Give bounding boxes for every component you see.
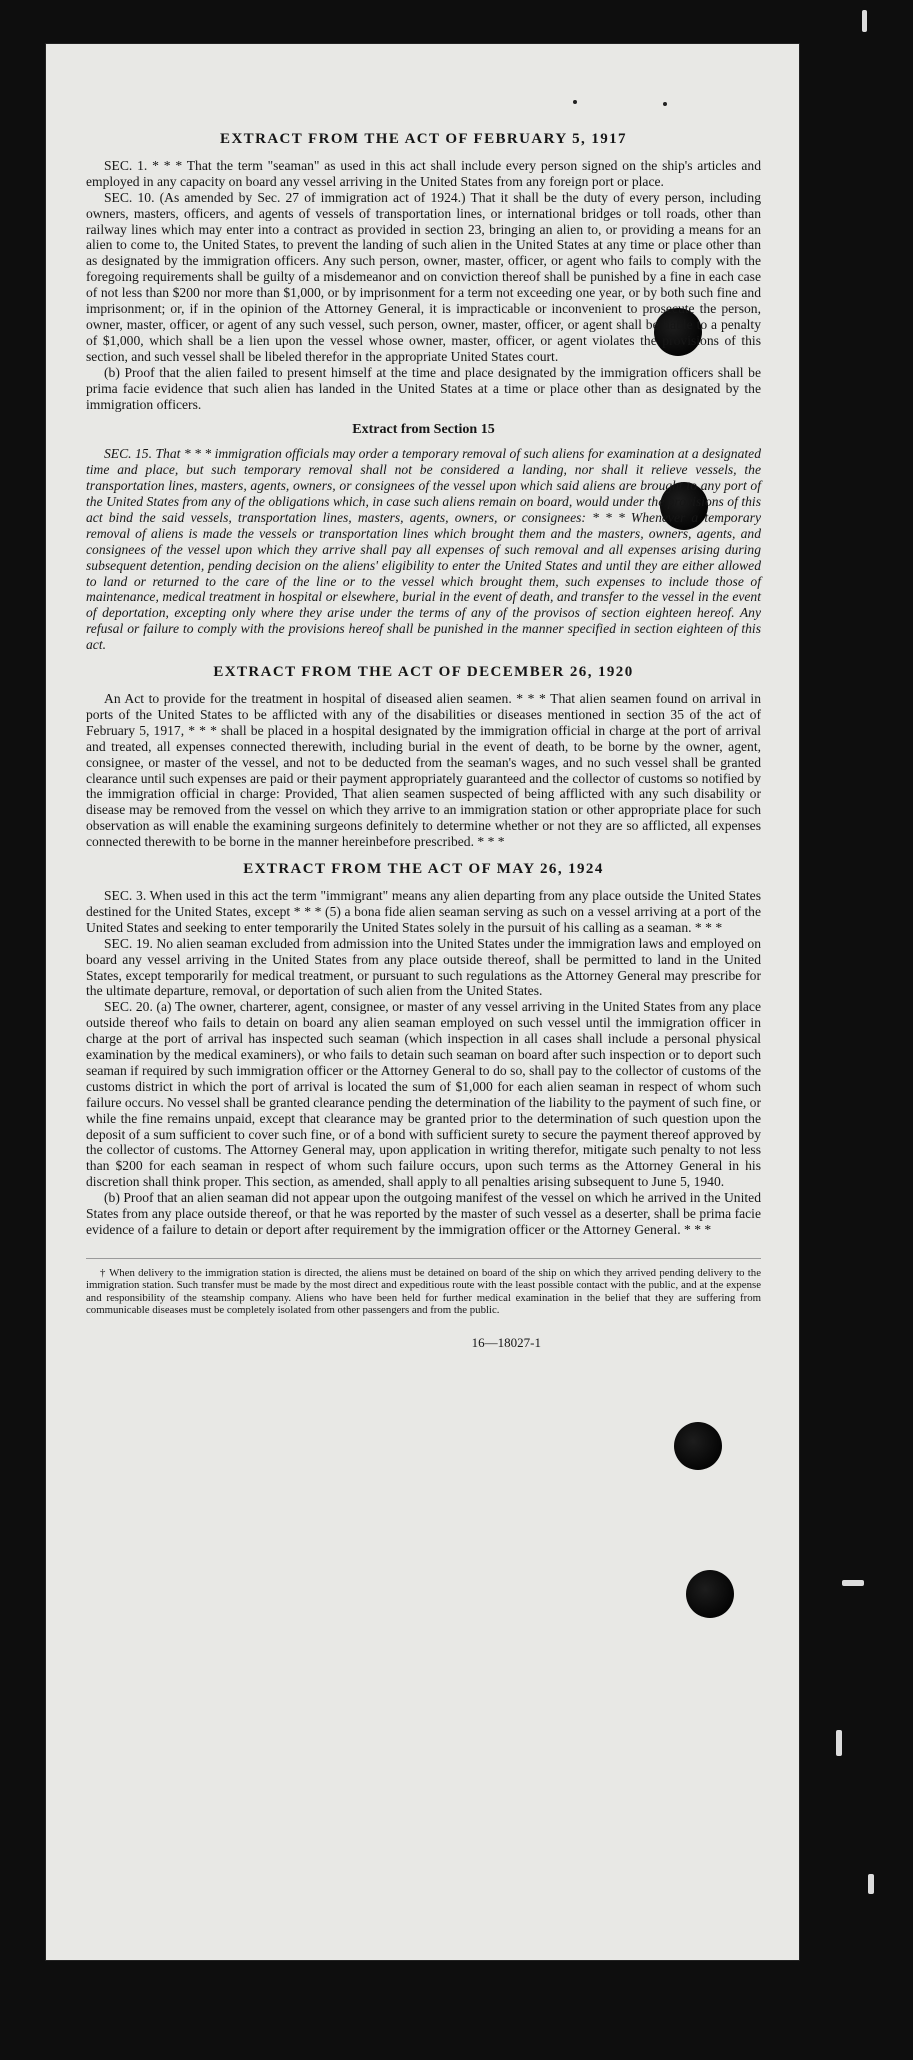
footnote-text: † When delivery to the immigration station is directed, the aliens must be detained on board of the ship on which they arrived pending delivery to the immigration station. Such transfer must be made by the most direct and expeditious route with the least possible contact with the public, and at the expense and responsibility of the steamship company. Aliens who have been held for further medical examination in the belief that they are suffering from communicable diseases must be completely isolated from other passengers and from the public.	[86, 1266, 761, 1317]
paragraph: An Act to provide for the treatment in hospital of diseased alien seamen. * * * That alien seamen found on arrival in ports of the United States to be afflicted with any of the disabilities or diseases mentioned in section 35 of the act of February 5, 1917, * * * shall be placed in a hospital designated by the immigration official in charge at the port of arrival and treated, all expenses connected therewith, including burial in the event of death, to be borne by the owner, agent, consignee, or master of the vessel, and not to be deducted from the seaman's wages, and no such vessel shall be granted clearance until such expenses are paid or their payment appropriately guaranteed and the collector of customs so notified by the immigration official in charge: Provided, That alien seamen suspected of being afflicted with any such disability or disease may be removed from the vessel on which they arrive to an immigration station or other appropriate place for such observation as will enable the examining surgeons definitely to determine whether or not they are so afflicted, all expenses connected therewith to be borne in the manner hereinbefore prescribed. * * *	[86, 691, 761, 850]
paragraph: SEC. 1. * * * That the term "seaman" as used in this act shall include every person signed on the ship's articles and employed in any capacity on board any vessel arriving in the United States from any foreign port or place.	[86, 157, 761, 189]
form-number: 16—18027-1	[471, 1334, 541, 1350]
paragraph: SEC. 19. No alien seaman excluded from admission into the United States under the immigration laws and employed on board any vessel arriving in the United States from any place outside thereof, shall be permitted to land in the United States, except temporarily for medical treatment, or pursuant to such regulations as the Attorney General may prescribe for the ultimate departure, removal, or deportation of such alien from the United States.	[86, 935, 761, 999]
paragraph: (b) Proof that an alien seaman did not appear upon the outgoing manifest of the vessel on which he arrived in the United States from any place outside thereof, or that he was reported by the master of such vessel as a deserter, shall be prima facie evidence of a failure to detain or deport after requirement by the immigration officer or the Attorney General. * * *	[86, 1190, 761, 1237]
film-edge-mark	[836, 1730, 842, 1756]
film-edge-mark	[842, 1580, 864, 1586]
paragraph: SEC. 10. (As amended by Sec. 27 of immigration act of 1924.) That it shall be the duty of every person, including owners, masters, officers, and agents of vessels of transportation lines, or international bridges or toll roads, other than railway lines which may enter into a contract as provided in section 23, bringing an alien to, or providing a means for an alien to come to, the United States, to prevent the landing of such alien in the United States at any time or place other than as designated by the immigration officers. Any such person, owner, master, officer, or agent who fails to comply with the foregoing requirements shall be guilty of a misdemeanor and on conviction thereof shall be punished by a fine in each case of not less than $200 nor more than $1,000, or by imprisonment for a term not exceeding one year, or by both such fine and imprisonment; or, if in the opinion of the Attorney General, it is impracticable or inconvenient to prosecute the person, owner, master, officer, or agent of any such vessel, such person, owner, master, officer, or agent shall be liable to a penalty of $1,000, which shall be a lien upon the vessel whose owner, master, officer, or agent violates the provisions of this section, and such vessel shall be libeled therefor in the appropriate United States court.	[86, 189, 761, 364]
section-heading: EXTRACT FROM THE ACT OF FEBRUARY 5, 1917	[220, 131, 627, 147]
film-edge-mark	[862, 10, 867, 32]
paragraph: SEC. 3. When used in this act the term "immigrant" means any alien departing from any place outside the United States destined for the United States, except * * * (5) a bona fide alien seaman serving as such on a vessel arriving at a port of the United States and seeking to enter temporarily the United States solely in the pursuit of his calling as a seaman. * * *	[86, 887, 761, 935]
ink-dot	[663, 102, 667, 106]
italic-paragraph: SEC. 15. That * * * immigration officials may order a temporary removal of such aliens for examination at a designated time and place, but such temporary removal shall not be considered a landing, nor shall it relieve vessels, the transportation lines, masters, agents, owners, or consignees of the vessel upon which said aliens are brought to any port of the United States from any of the obligations which, in case such aliens remain on board, would under the provisions of this act bind the said vessels, transportation lines, masters, agents, owners, or consignees: * * * Whenever a temporary removal of aliens is made the vessels or transportation lines which brought them and the masters, owners, agents, and consignees of the vessel upon which they arrive shall pay all expenses of such removal and all expenses arising during subsequent detention, pending decision on the aliens' eligibility to enter the United States and until they are either allowed to land or returned to the care of the line or to the vessel which brought them, such expenses to include those of maintenance, medical treatment in hospital or elsewhere, burial in the event of death, and transfer to the vessel in the event of deportation, excepting only where they arise under the terms of any of the provisos of section eighteen hereof. Any refusal or failure to comply with the provisions hereof shall be punished in the manner specified in section eighteen of this act.	[86, 446, 761, 653]
punch-hole	[674, 1422, 722, 1470]
section-subheading: Extract from Section 15	[352, 422, 495, 438]
paragraph: (b) Proof that the alien failed to present himself at the time and place designated by the immigration officers shall be prima facie evidence that such alien has landed in the United States at a time or place other than as designated by the immigration officers.	[86, 364, 761, 412]
section-heading: EXTRACT FROM THE ACT OF MAY 26, 1924	[243, 861, 604, 878]
ink-dot	[573, 100, 577, 104]
footnote	[86, 1258, 761, 1317]
film-edge-mark	[868, 1874, 874, 1894]
document-text	[86, 120, 761, 1350]
section-heading: EXTRACT FROM THE ACT OF DECEMBER 26, 1920	[213, 664, 634, 681]
punch-hole	[686, 1570, 734, 1618]
paragraph: SEC. 20. (a) The owner, charterer, agent, consignee, or master of any vessel arriving in the United States from any place outside thereof who fails to detain on board any alien seaman employed on such vessel until the immigration officer in charge at the port of arrival has inspected such seaman (which inspection in all cases shall include a personal physical examination by the medical examiners), or who fails to detain such seaman on board after such inspection or to deport such seaman if required by such immigration officer or the Attorney General to do so, shall pay to the collector of customs of the customs district in which the port of arrival is located the sum of $1,000 for each alien seaman in respect of whom such failure occurs. No vessel shall be granted clearance pending the determination of the liability to the payment of such fine, or while the fine remains unpaid, except that clearance may be granted prior to the determination of such question upon the deposit of a sum sufficient to cover such fine, or of a bond with sufficient surety to secure the payment thereof approved by the collector of customs. The Attorney General may, upon application in writing therefor, mitigate such penalty to not less than $200 for each seaman in respect of whom such failure occurs, upon such terms as the Attorney General in his discretion shall think proper. This section, as amended, shall apply to all penalties arising subsequent to June 5, 1940.	[86, 999, 761, 1190]
